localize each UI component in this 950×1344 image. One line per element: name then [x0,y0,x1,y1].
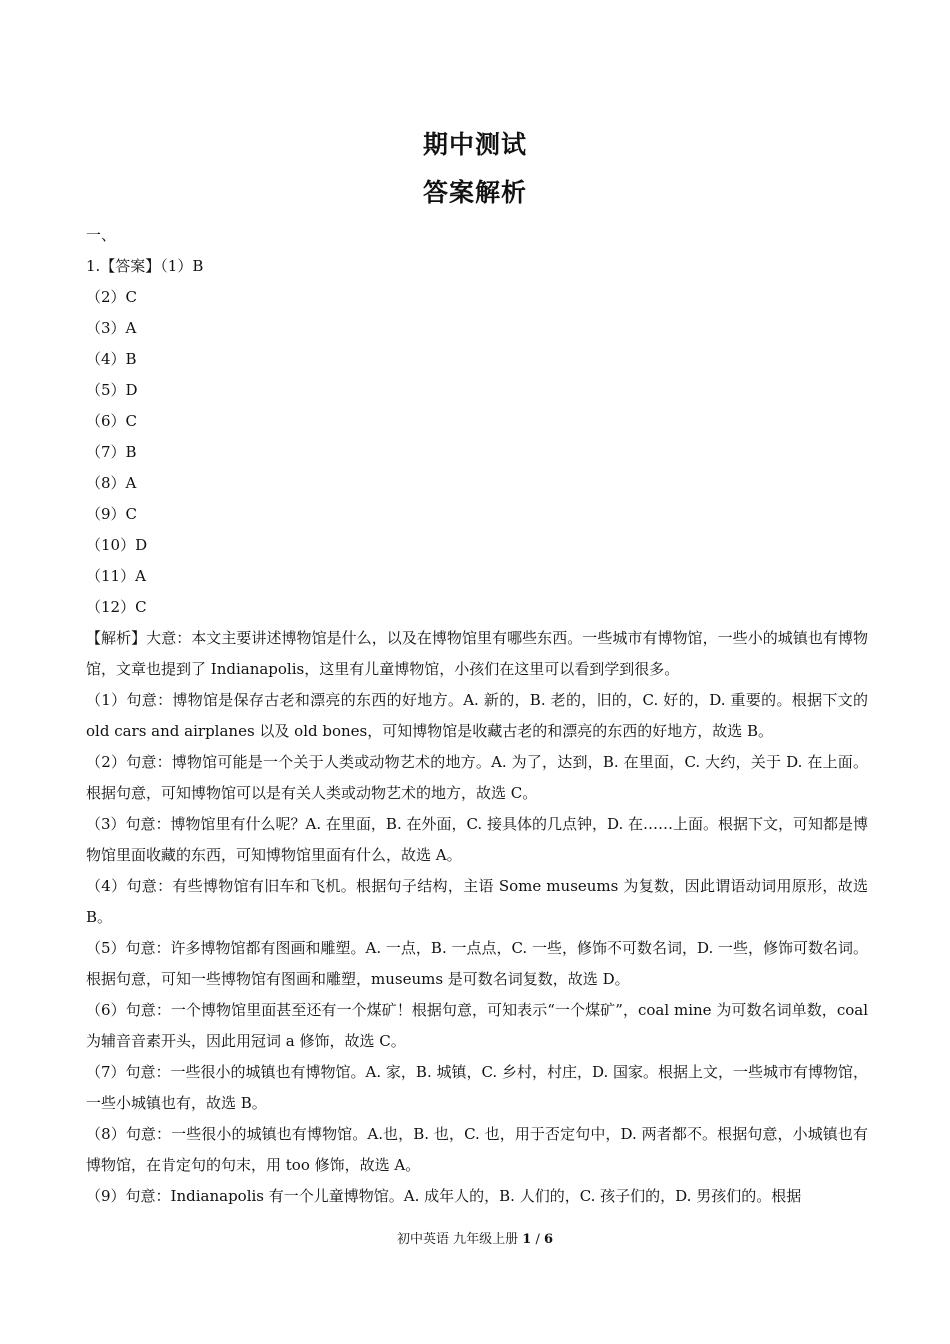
answer-item: （5）D [86,381,138,399]
analysis-item: （8）句意：一些很小的城镇也有博物馆。A.也，B. 也，C. 也，用于否定句中，D. 两者都不。根据句意，小城镇也有博物馆，在肯定句的句末，用 too 修饰，故选 A。 [86,1125,868,1174]
answer-item: （6）C [86,412,138,430]
footer-page-current: 1 [522,1232,532,1247]
page-title: 期中测试 [422,130,527,159]
answer-content [86,220,868,1212]
footer-course: 初中英语 九年级上册 [396,1232,519,1247]
answer-item: （3）A [86,319,137,337]
answer-item: （8）A [86,474,137,492]
analysis-item: （7）句意：一些很小的城镇也有博物馆。A. 家，B. 城镇，C. 乡村，村庄，D. 国家。根据上文，一些城市有博物馆，一些小城镇也有，故选 B。 [86,1063,868,1112]
answer-item: （7）B [86,443,137,461]
analysis-item: （4）句意：有些博物馆有旧车和飞机。根据句子结构，主语 Some museums 为复数，因此谓语动词用原形，故选 B。 [86,877,868,926]
analysis-item: （9）句意：Indianapolis 有一个儿童博物馆。A. 成年人的，B. 人们的，C. 孩子们的，D. 男孩们的。根据 [86,1187,802,1205]
analysis-item: （6）句意：一个博物馆里面甚至还有一个煤矿！根据句意，可知表示“一个煤矿”，coal mine 为可数名词单数，coal 为辅音音素开头，因此用冠词 a 修饰，故选 C。 [86,1001,868,1050]
footer-page-separator: / [535,1232,540,1247]
answer-item: （4）B [86,350,137,368]
analysis-item: （3）句意：博物馆里有什么呢？A. 在里面，B. 在外面，C. 接具体的几点钟，D. 在……上面。根据下文，可知都是博物馆里面收藏的东西，可知博物馆里面有什么，故选 A。 [86,815,868,864]
page-subtitle: 答案解析 [422,178,527,207]
analysis-item: （1）句意：博物馆是保存古老和漂亮的东西的好地方。A. 新的，B. 老的，旧的，C. 好的，D. 重要的。根据下文的 old cars and airplanes 以及 old bones，可知博物馆是收藏古老的和漂亮的东西的好地方，故选 B。 [86,691,868,740]
answer-item: （11）A [86,567,146,585]
page-footer [0,1228,950,1247]
answer-item: （2）C [86,288,138,306]
analysis-item: （5）句意：许多博物馆都有图画和雕塑。A. 一点，B. 一点点，C. 一些，修饰不可数名词，D. 一些，修饰可数名词。根据句意，可知一些博物馆有图画和雕塑，museums 是可数名词复数，故选 D。 [86,939,868,988]
section-heading: 一、 [86,226,117,244]
analysis-item: （2）句意：博物馆可能是一个关于人类或动物艺术的地方。A. 为了，达到，B. 在里面，C. 大约，关于 D. 在上面。根据句意，可知博物馆可以是有关人类或动物艺术的地方，故选 C。 [86,753,868,802]
question-answer-heading: 1.【答案】（1）B [86,257,204,275]
answer-item: （9）C [86,505,138,523]
answer-item: （12）C [86,598,147,616]
footer-page-total: 6 [543,1232,554,1247]
answer-item: （10）D [86,536,148,554]
analysis-summary: 【解析】大意：本文主要讲述博物馆是什么，以及在博物馆里有哪些东西。一些城市有博物馆，一些小的城镇也有博物馆，文章也提到了 Indianapolis，这里有儿童博物馆，小孩们在这里可以看到学到很多。 [86,629,868,678]
